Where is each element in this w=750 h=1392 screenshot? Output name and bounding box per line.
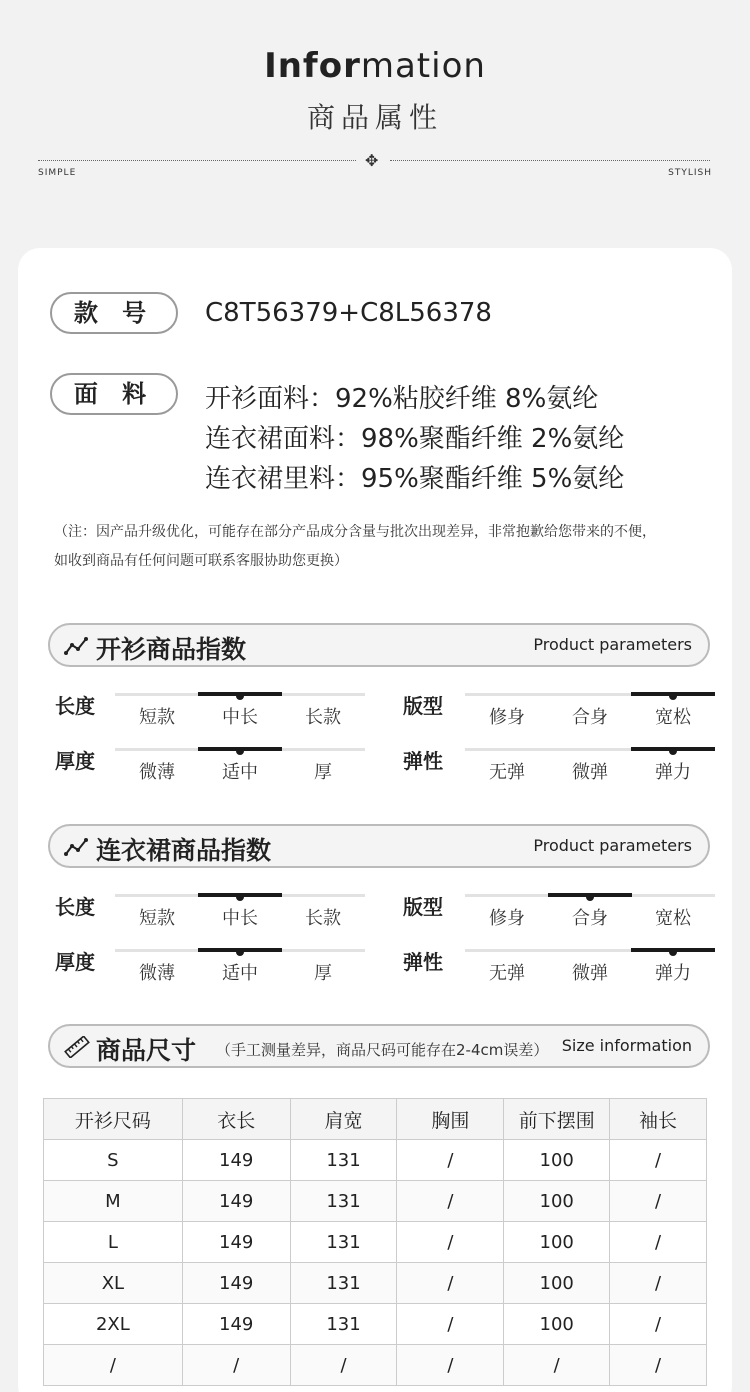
scale-elasticity: [465, 949, 715, 989]
attr-label: 版型: [403, 694, 443, 718]
attr-label: 弹性: [403, 749, 443, 773]
fabric-line: 开衫面料：92%粘胶纤维 8%氨纶: [205, 384, 599, 414]
scale-fit: [465, 693, 715, 733]
table-cell: /: [397, 1181, 504, 1222]
column-header: 开衫尺码: [44, 1099, 183, 1140]
scale-length: [115, 693, 365, 733]
code-value: C8T56379+C8L56378: [205, 298, 492, 328]
table-row: [44, 1181, 707, 1222]
scale-option: 宽松: [655, 908, 691, 929]
fabric-line: 连衣裙里料：95%聚酯纤维 5%氨纶: [205, 464, 625, 494]
scale-thickness: [115, 949, 365, 989]
table-cell: 131: [290, 1140, 397, 1181]
column-header: 袖长: [610, 1099, 707, 1140]
scale-option: 厚: [314, 963, 332, 984]
scale-option: 厚: [314, 762, 332, 783]
fabric-line: 连衣裙面料：98%聚酯纤维 2%氨纶: [205, 424, 625, 454]
attr-label: 长度: [55, 694, 95, 718]
table-cell: /: [397, 1345, 504, 1386]
scale-length: [115, 894, 365, 934]
table-cell: 131: [290, 1304, 397, 1345]
section-en: Product parameters: [533, 836, 692, 855]
table-cell: /: [397, 1304, 504, 1345]
scale-selected-marker: [631, 747, 715, 751]
table-cell: 131: [290, 1222, 397, 1263]
table-cell: /: [182, 1345, 290, 1386]
scale-selected-marker: [198, 747, 282, 751]
scale-option: 弹力: [655, 963, 691, 984]
table-row: [44, 1263, 707, 1304]
table-cell: /: [610, 1222, 707, 1263]
section-title: 连衣裙商品指数: [96, 836, 272, 865]
table-cell: S: [44, 1140, 183, 1181]
table-cell: /: [397, 1222, 504, 1263]
scale-selected-marker: [548, 893, 632, 897]
table-cell: /: [610, 1304, 707, 1345]
scale-option: 长款: [305, 707, 341, 728]
scale-selected-marker: [631, 948, 715, 952]
column-header: 肩宽: [290, 1099, 397, 1140]
table-cell: 149: [182, 1263, 290, 1304]
table-cell: 131: [290, 1263, 397, 1304]
title-bold: Infor: [264, 46, 361, 86]
section-bar-cardigan: [48, 623, 710, 667]
table-cell: L: [44, 1222, 183, 1263]
fabric-label: 面 料: [50, 373, 178, 415]
attr-label: 弹性: [403, 950, 443, 974]
scale-thickness: [115, 748, 365, 788]
table-cell: 149: [182, 1181, 290, 1222]
scale-option: 短款: [139, 707, 175, 728]
four-point-star-icon: ✥: [365, 151, 379, 170]
table-cell: /: [610, 1263, 707, 1304]
section-title: 开衫商品指数: [96, 635, 247, 664]
table-cell: 100: [504, 1304, 610, 1345]
scale-option: 中长: [222, 908, 258, 929]
section-sub: （手工测量差异，商品尺码可能存在2-4cm误差）: [216, 1041, 549, 1059]
scale-fit: [465, 894, 715, 934]
scale-option: 修身: [489, 707, 525, 728]
table-cell: M: [44, 1181, 183, 1222]
page-title: [0, 46, 750, 86]
table-cell: 149: [182, 1140, 290, 1181]
table-cell: /: [610, 1181, 707, 1222]
table-cell: /: [610, 1140, 707, 1181]
divider-right: [390, 160, 710, 161]
section-title: 商品尺寸: [96, 1036, 197, 1065]
section-bar-size: [48, 1024, 710, 1068]
title-rest: mation: [360, 46, 486, 86]
section-en: Product parameters: [533, 635, 692, 654]
table-cell: /: [397, 1140, 504, 1181]
section-bar-dress: [48, 824, 710, 868]
scale-option: 弹力: [655, 762, 691, 783]
scale-selected-marker: [198, 893, 282, 897]
code-label: 款 号: [50, 292, 178, 334]
ruler-icon: [64, 1036, 90, 1058]
column-header: 衣长: [182, 1099, 290, 1140]
column-header: 前下摆围: [504, 1099, 610, 1140]
table-cell: 100: [504, 1181, 610, 1222]
scale-selected-marker: [198, 948, 282, 952]
scale-selected-marker: [198, 692, 282, 696]
attr-label: 长度: [55, 895, 95, 919]
scale-selected-marker: [631, 692, 715, 696]
table-cell: 149: [182, 1304, 290, 1345]
scale-option: 微弹: [572, 762, 608, 783]
scale-option: 适中: [222, 963, 258, 984]
scale-option: 宽松: [655, 707, 691, 728]
attr-label: 厚度: [55, 749, 95, 773]
scale-option: 适中: [222, 762, 258, 783]
table-cell: /: [610, 1345, 707, 1386]
table-row: [44, 1304, 707, 1345]
trend-line-icon: [64, 635, 90, 657]
table-cell: /: [44, 1345, 183, 1386]
scale-option: 无弹: [489, 963, 525, 984]
scale-option: 合身: [572, 908, 608, 929]
note-line: 如收到商品有任何问题可联系客服协助您更换）: [54, 553, 348, 569]
trend-line-icon: [64, 836, 90, 858]
page-subtitle: 商品属性: [306, 101, 443, 134]
table-row: [44, 1345, 707, 1386]
divider-left: [38, 160, 356, 161]
section-en: Size information: [561, 1036, 692, 1055]
attr-label: 版型: [403, 895, 443, 919]
note-line: （注：因产品升级优化，可能存在部分产品成分含量与批次出现差异，非常抱歉给您带来的不便，: [54, 524, 656, 540]
table-cell: /: [504, 1345, 610, 1386]
scale-option: 微薄: [139, 762, 175, 783]
scale-option: 中长: [222, 707, 258, 728]
table-header-row: [44, 1099, 707, 1140]
stylish-word: STYLISH: [668, 168, 712, 178]
table-cell: 149: [182, 1222, 290, 1263]
scale-option: 修身: [489, 908, 525, 929]
table-cell: 2XL: [44, 1304, 183, 1345]
attr-label: 厚度: [55, 950, 95, 974]
scale-option: 短款: [139, 908, 175, 929]
scale-option: 无弹: [489, 762, 525, 783]
table-cell: /: [397, 1263, 504, 1304]
table-row: [44, 1222, 707, 1263]
table-cell: XL: [44, 1263, 183, 1304]
scale-option: 合身: [572, 707, 608, 728]
scale-option: 长款: [305, 908, 341, 929]
scale-option: 微弹: [572, 963, 608, 984]
table-cell: 131: [290, 1181, 397, 1222]
table-cell: 100: [504, 1140, 610, 1181]
column-header: 胸围: [397, 1099, 504, 1140]
table-cell: /: [290, 1345, 397, 1386]
simple-word: SIMPLE: [38, 168, 77, 178]
table-cell: 100: [504, 1222, 610, 1263]
scale-option: 微薄: [139, 963, 175, 984]
scale-elasticity: [465, 748, 715, 788]
size-table: [43, 1098, 707, 1386]
table-cell: 100: [504, 1263, 610, 1304]
table-row: [44, 1140, 707, 1181]
